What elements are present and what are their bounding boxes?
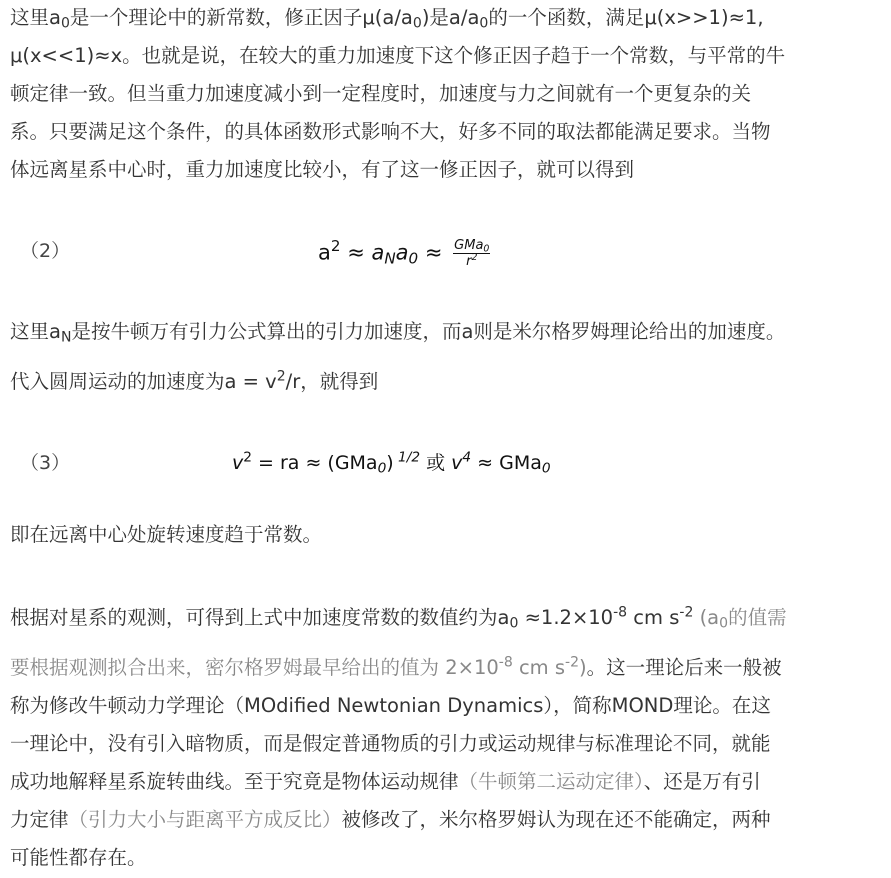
p4-line-4: 一理论中，没有引入暗物质，而是假定普通物质的引力或运动规律与标准理论不同，就能 xyxy=(10,732,771,755)
eq-sub: 0 xyxy=(377,460,387,477)
text: ) xyxy=(579,656,587,679)
p1-line-5: 体远离星系中心时，重力加速度比较小，有了这一修正因子，就可以得到 xyxy=(10,158,635,181)
eq-term: r xyxy=(466,254,472,269)
eq-term: v xyxy=(232,452,244,474)
subscript: 0 xyxy=(479,15,489,32)
text: 成功地解释星系旋转曲线。至于究竟是物体运动规律 xyxy=(10,770,459,793)
eq-sub: 0 xyxy=(483,243,490,255)
p1-line-2: μ(x<<1)≈x。也就是说，在较大的重力加速度下这个修正因子趋于一个常数，与平常的牛 xyxy=(10,44,786,67)
text: cm s xyxy=(512,656,566,679)
p1-line-4: 系。只要满足这个条件，的具体函数形式影响不大，好多不同的取法都能满足要求。当物 xyxy=(10,120,771,143)
note-gray: （牛顿第二运动定律） xyxy=(458,770,644,793)
text: 被修改了，米尔格罗姆认为现在还不能确定，两种 xyxy=(341,808,771,831)
fraction-denominator xyxy=(453,251,490,269)
eq-term: ) xyxy=(386,452,394,474)
text: )是a/a xyxy=(421,6,480,29)
p1-line-1 xyxy=(10,0,764,36)
p4-line-1 xyxy=(10,600,787,636)
p2-line-2 xyxy=(10,364,378,400)
text: 代入圆周运动的加速度为a = v xyxy=(10,370,277,393)
subscript: N xyxy=(60,329,72,346)
eq-sub: 0 xyxy=(408,249,419,268)
eq-sup: 4 xyxy=(462,449,472,466)
text: 、还是万有引 xyxy=(643,770,761,793)
eq-sup: 2 xyxy=(243,449,252,466)
text: 是一个理论中的新常数，修正因子μ(a/a xyxy=(69,6,413,29)
text: 力定律 xyxy=(10,808,69,831)
fraction xyxy=(453,238,490,269)
eq-term: v xyxy=(451,452,463,474)
p4-line-3: 称为修改牛顿动力学理论（MOdified Newtonian Dynamics），简称MOND理论。在这 xyxy=(10,694,771,717)
text: 这里a xyxy=(10,320,61,343)
subscript: 0 xyxy=(60,15,70,32)
eq-term: ≈ GMa xyxy=(471,452,542,474)
eq-term: GMa xyxy=(454,238,484,253)
equation-3-number: （3） xyxy=(20,452,71,474)
equation-3 xyxy=(232,448,551,475)
superscript: 2 xyxy=(276,368,286,385)
eq-sup: 1/2 xyxy=(393,449,421,466)
text: 这里a xyxy=(10,6,61,29)
superscript: -8 xyxy=(498,654,513,671)
p1-line-3: 顿定律一致。但当重力加速度减小到一定程度时，加速度与力之间就有一个更复杂的关 xyxy=(10,82,752,105)
p4-line-2 xyxy=(10,650,782,686)
subscript: 0 xyxy=(412,15,422,32)
equation-2 xyxy=(318,238,490,269)
eq-sup: 2 xyxy=(330,237,341,256)
subscript: 0 xyxy=(719,615,729,632)
eq-sub: 0 xyxy=(541,460,551,477)
equation-2-number: （2） xyxy=(20,240,71,262)
eq-sup: 2 xyxy=(471,251,478,263)
p3-line-1: 即在远离中心处旋转速度趋于常数。 xyxy=(10,523,323,546)
subscript: 0 xyxy=(509,615,519,632)
text: (a xyxy=(693,606,720,629)
eq-term: a xyxy=(395,240,409,265)
superscript: -2 xyxy=(679,604,694,621)
p4-line-7: 可能性都存在。 xyxy=(10,846,147,869)
note-gray xyxy=(693,606,787,632)
eq-term: = ra ≈ (GMa xyxy=(251,452,378,474)
note-gray: （引力大小与距离平方成反比） xyxy=(68,808,342,831)
text: 的一个函数，满足μ(x>>1)≈1, xyxy=(488,6,764,29)
text: 的值需 xyxy=(728,606,787,629)
p2-line-1 xyxy=(10,314,785,350)
text: 。这一理论后来一般被 xyxy=(586,656,782,679)
p4-line-6 xyxy=(10,802,771,838)
text: cm s xyxy=(627,606,680,629)
eq-op: ≈ xyxy=(424,240,443,265)
note-gray xyxy=(10,656,587,679)
text: 根据对星系的观测，可得到上式中加速度常数的数值约为a xyxy=(10,606,510,629)
superscript: -8 xyxy=(613,604,628,621)
superscript: -2 xyxy=(565,654,580,671)
eq-op: ≈ xyxy=(347,240,365,265)
eq-term: a xyxy=(371,240,385,265)
eq-term: 或 xyxy=(420,452,452,474)
p4-line-5 xyxy=(10,764,761,800)
text: 是按牛顿万有引力公式算出的引力加速度，而a则是米尔格罗姆理论给出的加速度。 xyxy=(71,320,786,343)
eq-term: a xyxy=(318,240,331,265)
text: ≈1.2×10 xyxy=(518,606,614,629)
text: /r，就得到 xyxy=(285,370,379,393)
text: 要根据观测拟合出来，密尔格罗姆最早给出的值为 2×10 xyxy=(10,656,499,679)
eq-sub: N xyxy=(384,249,396,268)
